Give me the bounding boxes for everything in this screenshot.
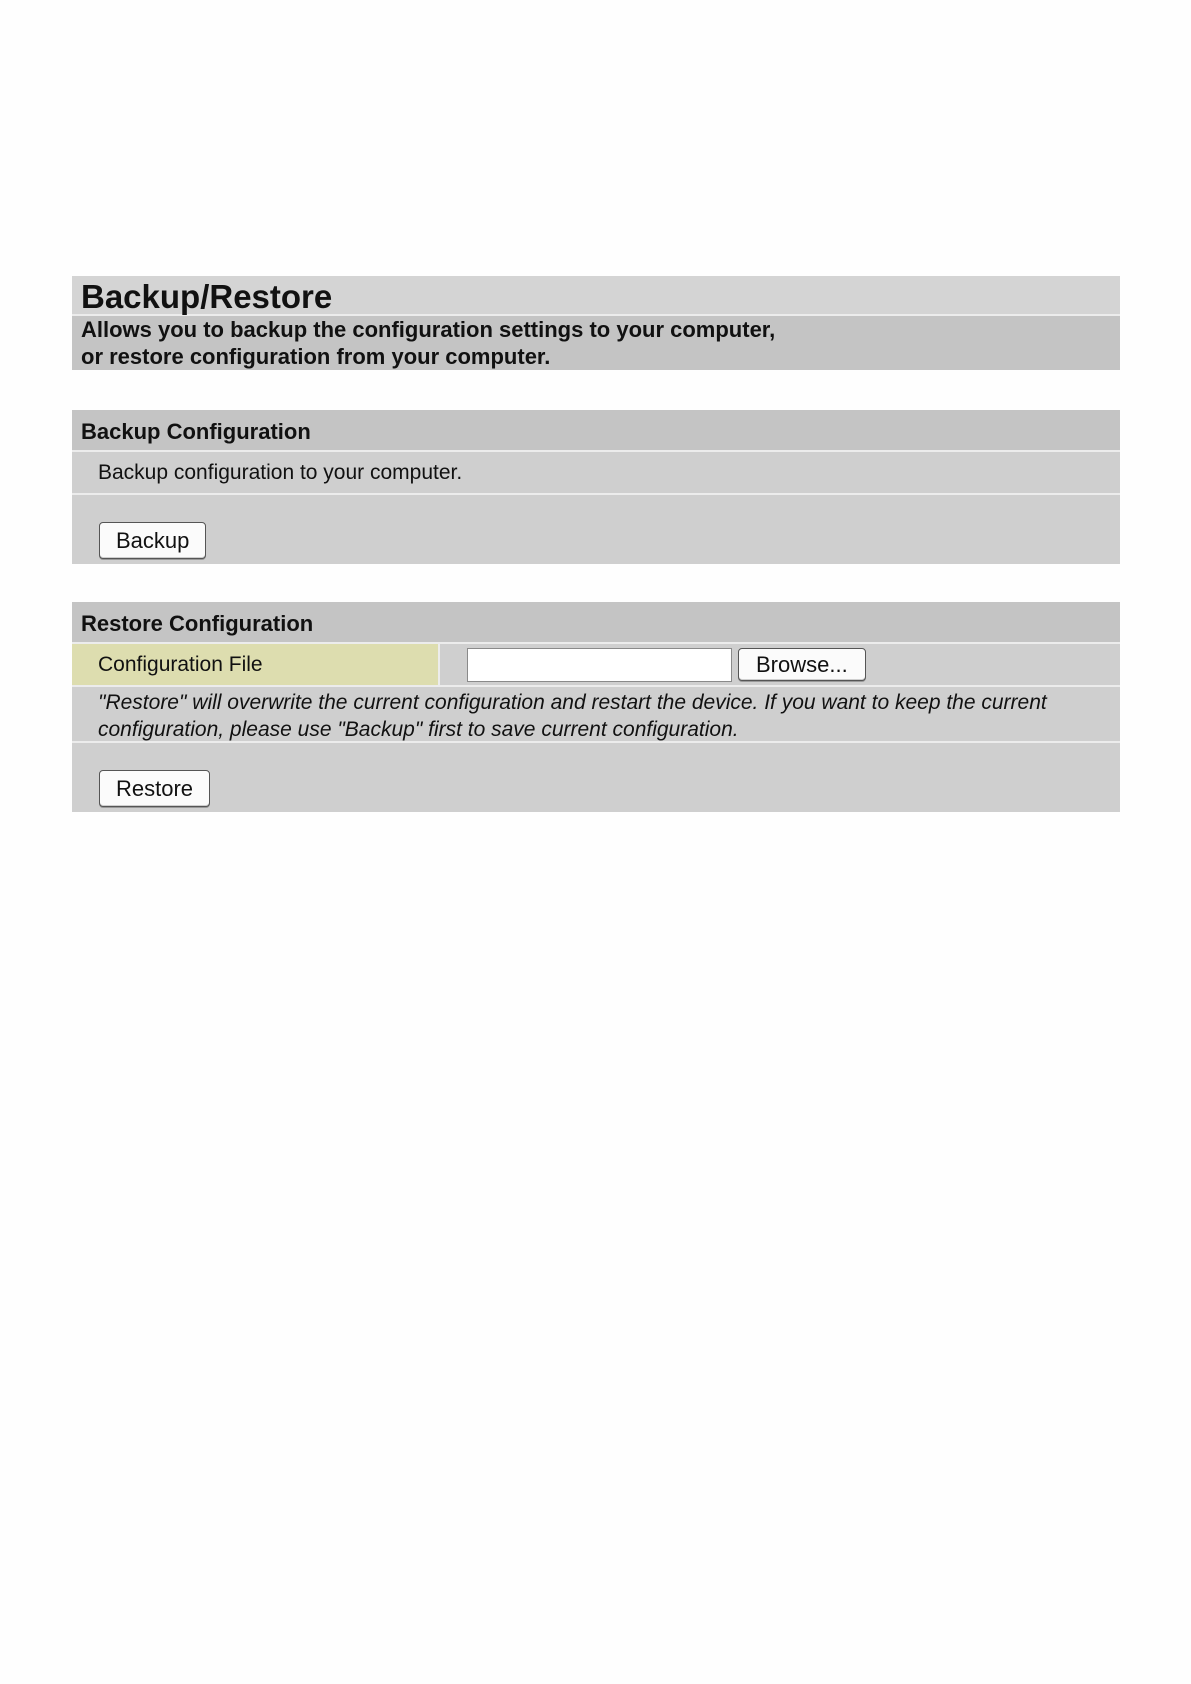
restore-button[interactable]: Restore	[99, 770, 210, 807]
configuration-file-input[interactable]	[467, 648, 732, 682]
backup-description: Backup configuration to your computer.	[72, 452, 1120, 495]
restore-warning-line-2: configuration, please use "Backup" first to save current configuration.	[98, 718, 739, 741]
restore-warning-note	[72, 687, 1120, 743]
configuration-file-label: Configuration File	[72, 644, 440, 685]
configuration-file-cell	[440, 644, 1120, 685]
page-header	[72, 276, 1120, 370]
restore-configuration-panel	[72, 602, 1120, 812]
restore-warning-line-1: "Restore" will overwrite the current configuration and restart the device. If you want to keep the current	[98, 691, 1047, 714]
page-title: Backup/Restore	[72, 276, 1120, 316]
backup-button[interactable]: Backup	[99, 522, 206, 559]
browse-button[interactable]: Browse...	[738, 648, 866, 681]
backup-configuration-panel	[72, 410, 1120, 564]
page-description	[72, 316, 1120, 370]
configuration-file-row	[72, 644, 1120, 687]
backup-button-row	[72, 495, 1120, 564]
page-description-line-1: Allows you to backup the configuration settings to your computer,	[81, 317, 776, 342]
backup-section-title: Backup Configuration	[72, 410, 1120, 452]
restore-button-row	[72, 743, 1120, 812]
page-description-line-2: or restore configuration from your computer.	[81, 344, 551, 369]
restore-section-title: Restore Configuration	[72, 602, 1120, 644]
